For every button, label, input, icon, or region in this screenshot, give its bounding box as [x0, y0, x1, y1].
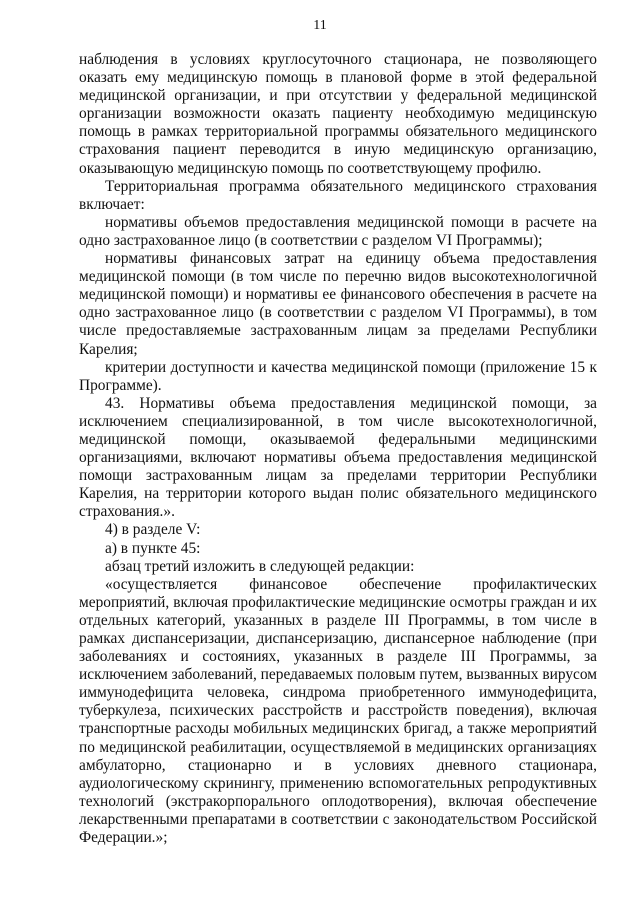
paragraph-item-43: 43. Нормативы объема предоставления медицинской помощи, за исключением специализированной, в том числе высокотехнологичной, медицинской помощи, оказываемой федеральными медицинскими организациями, включают нормативы объема предоставления медицинской помощи застрахованным лицам за пределами территории Республики Карелия, на территории которого выдан полис обязательного медицинского страхования.».	[79, 394, 597, 521]
paragraph-third-abzac: абзац третий изложить в следующей редакции:	[105, 557, 415, 575]
page-number: 11	[313, 18, 327, 33]
paragraph-criteria: критерии доступности и качества медицинской помощи (приложение 15 к Программе).	[79, 358, 597, 394]
paragraph-financial-norms: нормативы финансовых затрат на единицу объема предоставления медицинской помощи (в том числе по перечню видов высокотехнологичной медицинской помощи) и нормативы ее финансового обеспечения в расчете на одно застрахованное лицо (в соответствии с разделом VI Программы), в том числе предоставляемые застрахованным лицам за пределами Республики Карелия;	[79, 250, 597, 358]
paragraph-continuation: наблюдения в условиях круглосуточного стационара, не позволяющего оказать ему медицинскую помощь в плановой форме в этой федеральной медицинской организации, и при отсутствии у федеральной медицинской организации возможности оказать пациенту необходимую медицинскую помощь в рамках территориальной программы обязательного медицинского страхования пациент переводится в иную медицинскую организацию, оказывающую медицинскую помощь по соответствующему профилю.	[79, 51, 597, 177]
paragraph-new-wording: «осуществляется финансовое обеспечение профилактических мероприятий, включая профилактические медицинские осмотры граждан и их отдельных категорий, указанных в разделе III Программы, в том числе в рамках диспансеризации, диспансеризацию, диспансерное наблюдение (при заболеваниях и состояниях, указанных в разделе III Программы, за исключением заболеваний, передаваемых половым путем, вызванных вирусом иммунодефицита человека, синдрома приобретенного иммунодефицита, туберкулеза, психических расстройств и расстройств поведения), включая транспортные расходы мобильных медицинских бригад, а также мероприятий по медицинской реабилитации, осуществляемой в медицинских организациях амбулаторно, стационарно и в условиях дневного стационара, аудиологическому скринингу, применению вспомогательных репродуктивных технологий (экстракорпорального оплодотворения), включая обеспечение лекарственными препаратами в соответствии с законодательством Российской Федерации.»;	[79, 575, 597, 847]
paragraph-program-includes: Территориальная программа обязательного медицинского страхования включает:	[79, 177, 597, 213]
paragraph-section-v: 4) в разделе V:	[105, 521, 201, 539]
paragraph-volume-norms: нормативы объемов предоставления медицинской помощи в расчете на одно застрахованное лицо (в соответствии с разделом VI Программы);	[79, 213, 597, 249]
document-body	[79, 51, 597, 847]
paragraph-point-45: а) в пункте 45:	[105, 539, 201, 557]
